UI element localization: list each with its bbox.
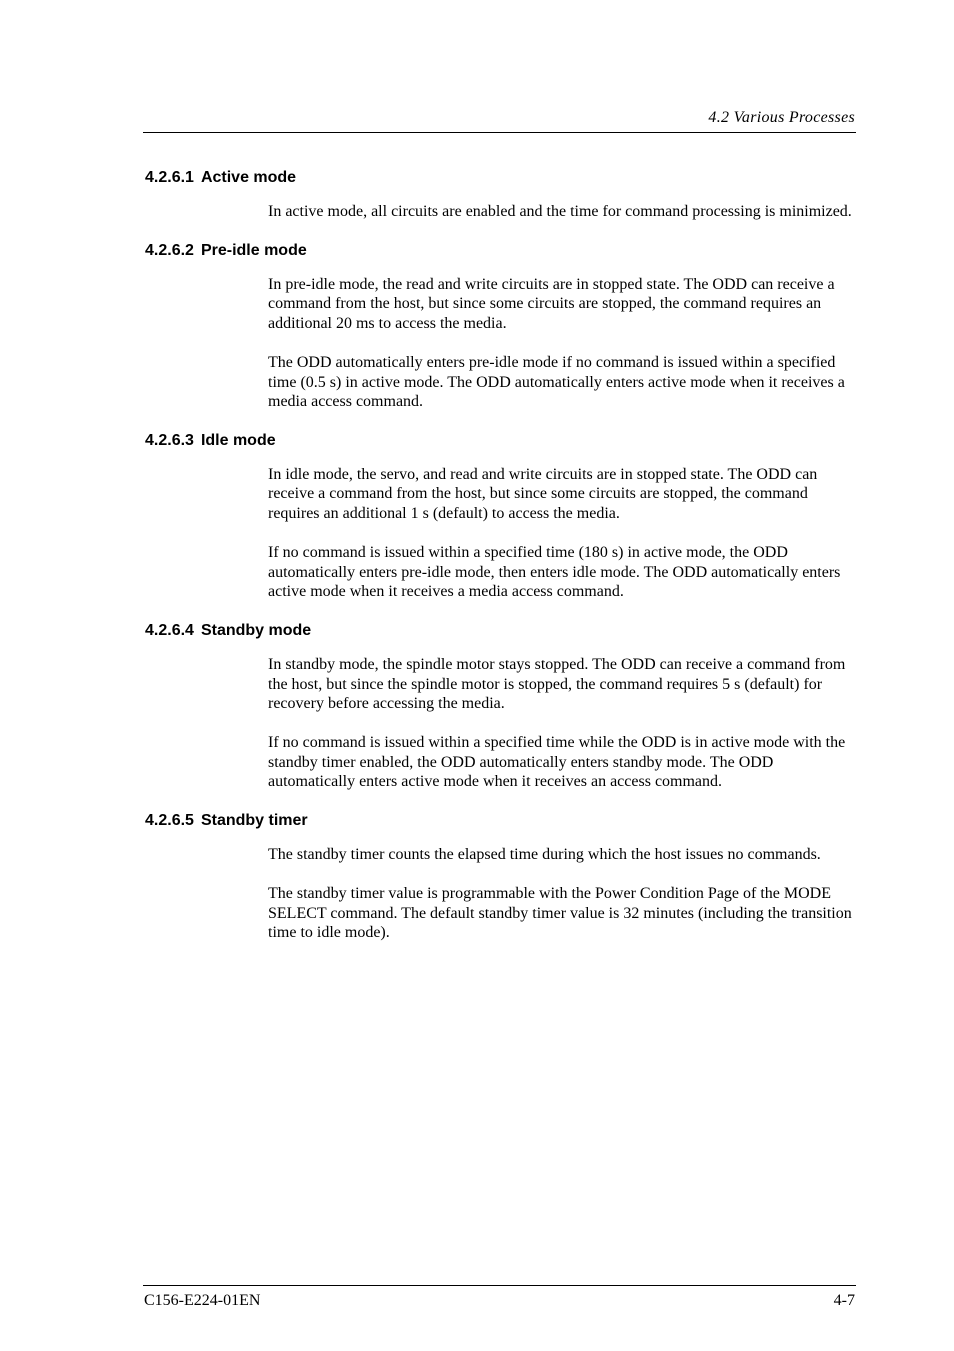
- section-idle-mode: [145, 431, 856, 602]
- paragraph: In standby mode, the spindle motor stays stopped. The ODD can receive a command from the host, but since the spindle motor is stopped, the command requires 5 s (default) for recovery before accessing the media.: [268, 655, 846, 713]
- section-number: 4.2.6.3: [145, 431, 194, 449]
- section-number: 4.2.6.5: [145, 812, 194, 830]
- section-number: 4.2.6.4: [145, 621, 194, 639]
- page-number: 4-7: [833, 1292, 855, 1309]
- section-active-mode: [145, 168, 856, 222]
- paragraph: In active mode, all circuits are enabled and the time for command processing is minimized.: [268, 203, 852, 220]
- document-id: C156-E224-01EN: [144, 1292, 261, 1309]
- paragraph: If no command is issued within a specified time (180 s) in active mode, the ODD automatically enters pre-idle mode, then enters idle mode. The ODD automatically enters active mode when it receives a media access command.: [268, 544, 841, 601]
- section-title: Standby timer: [200, 812, 308, 830]
- page-header: [143, 107, 856, 133]
- section-number: 4.2.6.1: [145, 169, 194, 186]
- section-heading: [145, 168, 856, 188]
- paragraph: The standby timer value is programmable with the Power Condition Page of the MODE SELECT command. The default standby timer value is 32 minutes (including the transition time to idle mode).: [268, 885, 852, 942]
- paragraph: In idle mode, the servo, and read and write circuits are in stopped state. The ODD can receive a command from the host, but since some circuits are stopped, the command requires an additional 1 s (default) to access the media.: [268, 465, 818, 522]
- page-footer: [143, 1285, 856, 1316]
- section-title: Standby mode: [200, 621, 312, 639]
- paragraph: In pre-idle mode, the read and write circuits are in stopped state. The ODD can receive a command from the host, but since some circuits are stopped, the command requires an additional 20 ms to access the media.: [268, 275, 835, 332]
- section-title: Active mode: [200, 169, 297, 186]
- section-heading: [145, 811, 856, 831]
- section-title: Idle mode: [200, 431, 276, 449]
- running-header-title: 4.2 Various Processes: [708, 109, 855, 126]
- section-number: 4.2.6.2: [145, 241, 194, 259]
- paragraph: The ODD automatically enters pre-idle mode if no command is issued within a specified time (0.5 s) in active mode. The ODD automatically enters active mode when it receives a media access command.: [268, 353, 845, 411]
- page-content: [145, 168, 856, 943]
- paragraph: The standby timer counts the elapsed time during which the host issues no commands.: [268, 846, 821, 864]
- section-standby-timer: [145, 811, 856, 943]
- paragraph: If no command is issued within a specified time while the ODD is in active mode with the standby timer enabled, the ODD automatically enters standby mode. The ODD automatically enters active mode when it receives an access command.: [268, 734, 846, 791]
- section-heading: [145, 621, 856, 641]
- section-heading: [145, 241, 856, 261]
- section-standby-mode: [145, 621, 856, 792]
- section-title: Pre-idle mode: [200, 241, 307, 259]
- section-heading: [145, 431, 856, 451]
- section-pre-idle-mode: [145, 241, 856, 412]
